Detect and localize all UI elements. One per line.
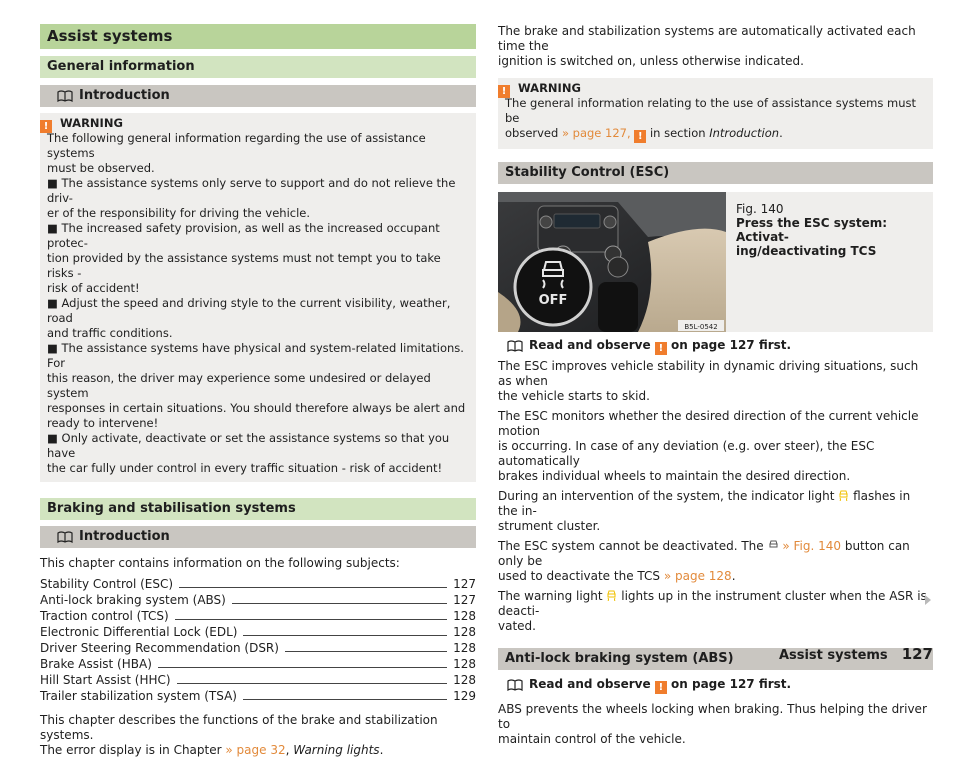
section-heading-general-information: General information <box>40 56 476 78</box>
intro-label: Introduction <box>79 88 170 103</box>
toc-item[interactable]: Hill Start Assist (HHC) 128 <box>40 673 476 687</box>
esc-text: The ESC improves vehicle stability in dynamic driving situations, such as when <box>498 359 919 388</box>
esc-text: brakes individual wheels to maintain the desired direction. <box>498 469 851 483</box>
warning-header: ! WARNING <box>47 116 469 131</box>
esc-text: used to deactivate the TCS » page 128. <box>498 569 736 583</box>
warning-line: ■ Only activate, deactivate or set the assistance systems so that you have <box>47 431 450 460</box>
esc-text: strument cluster. <box>498 519 601 533</box>
page-link[interactable]: » page 32 <box>225 743 286 757</box>
warning-line: observed » page 127, ! in section Introduction. <box>505 126 783 142</box>
figure-image <box>498 192 726 332</box>
warning-icon: ! <box>655 681 667 694</box>
image-code: B5L-0542 <box>684 323 718 331</box>
esc-text: During an intervention of the system, the indicator light flashes in the in- <box>498 489 911 518</box>
table-of-contents <box>40 577 476 704</box>
figure-caption: Fig. 140 Press the ESC system: Activat- ing/deactivating TCS <box>736 202 926 258</box>
warning-icon: ! <box>655 342 667 355</box>
section-heading-abs: Anti-lock braking system (ABS) <box>498 648 933 670</box>
read-and-observe-2: Read and observe ! on page 127 first. <box>498 677 933 692</box>
warning-line: The following general information regarding the use of assistance systems <box>47 131 426 160</box>
esc-text: The ESC system cannot be deactivated. The » Fig. 140 button can only be <box>498 539 910 568</box>
warning-line: this reason, the driver may experience some undesired or delayed system <box>47 371 431 400</box>
continue-arrow-icon <box>925 595 931 605</box>
warning-icon: ! <box>634 130 646 143</box>
auto-activation-text: The brake and stabilization systems are automatically activated each time the <box>498 24 916 53</box>
warning-box-2 <box>498 78 933 149</box>
warning-line: The general information relating to the use of assistance systems must be <box>505 96 916 125</box>
toc-item[interactable]: Brake Assist (HBA) 128 <box>40 657 476 671</box>
warning-line: ■ The assistance systems only serve to support and do not relieve the driv- <box>47 176 456 205</box>
page-number: 127 <box>901 645 933 663</box>
warning-line: ■ Adjust the speed and driving style to the current visibility, weather, road <box>47 296 451 325</box>
esc-text: the vehicle starts to skid. <box>498 389 650 403</box>
figure-box <box>498 192 933 332</box>
read-and-observe: Read and observe ! on page 127 first. <box>498 338 933 353</box>
esc-text: The ESC monitors whether the desired direction of the current vehicle motion <box>498 409 919 438</box>
toc-item[interactable]: Anti-lock braking system (ABS) 127 <box>40 593 476 607</box>
tcs-warning-icon <box>606 590 617 601</box>
figure-link[interactable]: » Fig. 140 <box>782 539 841 553</box>
esc-off-icon <box>768 540 779 551</box>
warning-header: ! WARNING <box>505 81 926 96</box>
warning-line: ready to intervene! <box>47 416 159 430</box>
chapter-title: Assist systems <box>40 24 476 49</box>
section-heading-braking: Braking and stabilisation systems <box>40 498 476 520</box>
esc-off-button-label: OFF <box>538 293 568 308</box>
warning-line: and traffic conditions. <box>47 326 173 340</box>
toc-item[interactable]: Stability Control (ESC) 127 <box>40 577 476 591</box>
toc-item[interactable]: Trailer stabilization system (TSA) 129 <box>40 689 476 703</box>
toc-item[interactable]: Electronic Differential Lock (EDL) 128 <box>40 625 476 639</box>
abs-text: ABS prevents the wheels locking when braking. Thus helping the driver to <box>498 702 927 731</box>
warning-line: er of the responsibility for driving the vehicle. <box>47 206 311 220</box>
warning-line: responses in certain situations. You should therefore always be alert and <box>47 401 466 415</box>
esc-indicator-icon <box>838 490 849 501</box>
subsection-heading-introduction <box>40 85 476 107</box>
section-heading-esc: Stability Control (ESC) <box>498 162 933 184</box>
esc-text: The warning light lights up in the instrument cluster when the ASR is deacti- <box>498 589 927 618</box>
toc-item[interactable]: Driver Steering Recommendation (DSR) 128 <box>40 641 476 655</box>
esc-text: is occurring. In case of any deviation (e.g. over steer), the ESC automatically <box>498 439 875 468</box>
chapter-intro-text: This chapter contains information on the following subjects: <box>40 556 400 570</box>
error-display-text: The error display is in Chapter » page 32, Warning lights. <box>40 743 384 757</box>
warning-line: ■ The increased safety provision, as well as the increased occupant protec- <box>47 221 440 250</box>
page-link[interactable]: » page 127, <box>561 126 631 140</box>
warning-line: the car fully under control in every traffic situation - risk of accident! <box>47 461 443 475</box>
left-column <box>40 24 476 758</box>
page-footer <box>779 645 933 663</box>
toc-item[interactable]: Traction control (TCS) 128 <box>40 609 476 623</box>
book-icon <box>507 679 523 695</box>
intro-label: Introduction <box>79 529 170 544</box>
warning-line: risk of accident! <box>47 281 140 295</box>
book-icon <box>57 531 73 548</box>
warning-line: must be observed. <box>47 161 155 175</box>
page-link[interactable]: » page 128 <box>663 569 732 583</box>
warning-line: tion provided by the assistance systems must not tempt you to take risks - <box>47 251 441 280</box>
chapter-description: This chapter describes the functions of the brake and stabilization systems. <box>40 713 438 742</box>
figure-number: Fig. 140 <box>736 202 784 216</box>
esc-text: vated. <box>498 619 536 633</box>
book-icon <box>507 340 523 356</box>
warning-icon: ! <box>498 85 510 98</box>
auto-activation-text: ignition is switched on, unless otherwise indicated. <box>498 54 804 68</box>
warning-line: ■ The assistance systems have physical and system-related limitations. For <box>47 341 464 370</box>
subsection-heading-introduction-2 <box>40 526 476 548</box>
warning-box <box>40 113 476 482</box>
right-column <box>498 24 933 747</box>
warning-icon: ! <box>40 120 52 133</box>
abs-text: maintain control of the vehicle. <box>498 732 686 746</box>
book-icon <box>57 90 73 107</box>
footer-section: Assist systems <box>778 648 888 663</box>
